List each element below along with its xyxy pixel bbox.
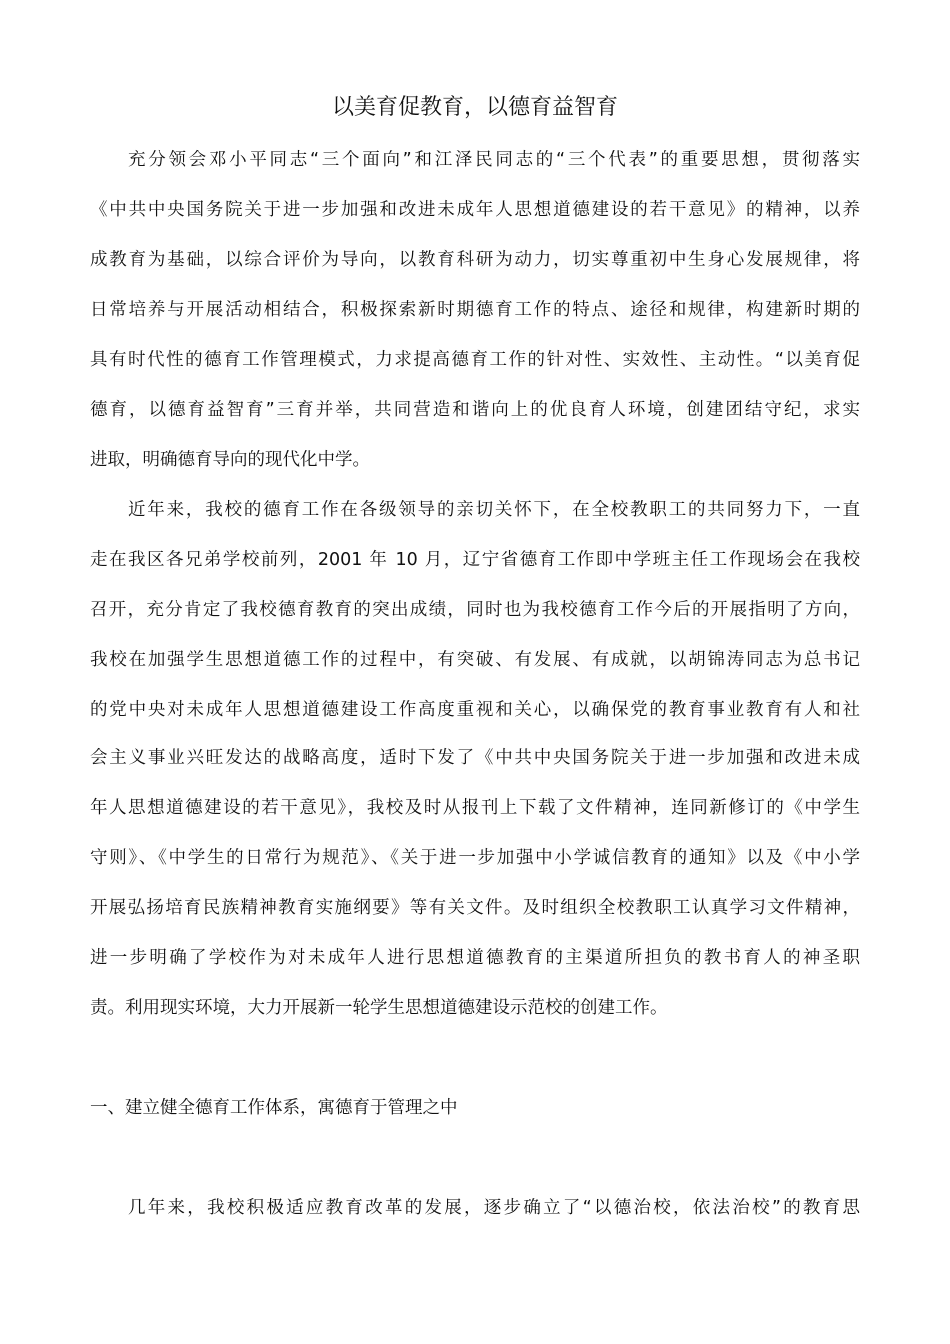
paragraph-line: 德育，以德育益智育”三育并举，共同营造和谐向上的优良育人环境，创建团结守纪，求实 xyxy=(90,400,860,420)
paragraph-line: 近年来，我校的德育工作在各级领导的亲切关怀下，在全校教职工的共同努力下，一直 xyxy=(128,500,860,520)
paragraph-line: 日常培养与开展活动相结合，积极探索新时期德育工作的特点、途径和规律，构建新时期的 xyxy=(90,300,860,320)
paragraph-line: 走在我区各兄弟学校前列，2001 年 10 月，辽宁省德育工作即中学班主任工作现场会在我校 xyxy=(90,550,860,570)
paragraph-line: 守则》、《中学生的日常行为规范》、《关于进一步加强中小学诚信教育的通知》以及《中小学 xyxy=(90,848,860,868)
document-title: 以美育促教育，以德育益智育 xyxy=(331,95,618,120)
paragraph-line: 进一步明确了学校作为对未成年人进行思想道德教育的主渠道所担负的教书育人的神圣职 xyxy=(90,948,860,968)
paragraph-line: 开展弘扬培育民族精神教育实施纲要》等有关文件。及时组织全校教职工认真学习文件精神， xyxy=(90,898,860,918)
paragraph-line: 召开，充分肯定了我校德育教育的突出成绩，同时也为我校德育工作今后的开展指明了方向， xyxy=(90,600,860,620)
paragraph-line: 具有时代性的德育工作管理模式，力求提高德育工作的针对性、实效性、主动性。“以美育促 xyxy=(90,350,860,370)
paragraph-line: 成教育为基础，以综合评价为导向，以教育科研为动力，切实尊重初中生身心发展规律，将 xyxy=(90,250,860,270)
paragraph-line: 充分领会邓小平同志“三个面向”和江泽民同志的“三个代表”的重要思想，贯彻落实 xyxy=(128,150,860,170)
paragraph-line: 我校在加强学生思想道德工作的过程中，有突破、有发展、有成就，以胡锦涛同志为总书记 xyxy=(90,650,860,670)
paragraph-line: 《中共中央国务院关于进一步加强和改进未成年人思想道德建设的若干意见》的精神，以养 xyxy=(90,200,860,220)
paragraph-line: 几年来，我校积极适应教育改革的发展，逐步确立了“以德治校，依法治校”的教育思 xyxy=(128,1198,860,1218)
paragraph-line: 的党中央对未成年人思想道德建设工作高度重视和关心，以确保党的教育事业教育有人和社 xyxy=(90,700,860,720)
section-heading: 一、建立健全德育工作体系，寓德育于管理之中 xyxy=(90,1098,458,1118)
paragraph-line: 年人思想道德建设的若干意见》，我校及时从报刊上下载了文件精神，连同新修订的《中学生 xyxy=(90,798,860,818)
paragraph-line: 进取，明确德育导向的现代化中学。 xyxy=(90,450,370,470)
paragraph-line: 责。利用现实环境，大力开展新一轮学生思想道德建设示范校的创建工作。 xyxy=(90,998,668,1018)
paragraph-line: 会主义事业兴旺发达的战略高度，适时下发了《中共中央国务院关于进一步加强和改进未成 xyxy=(90,748,860,768)
